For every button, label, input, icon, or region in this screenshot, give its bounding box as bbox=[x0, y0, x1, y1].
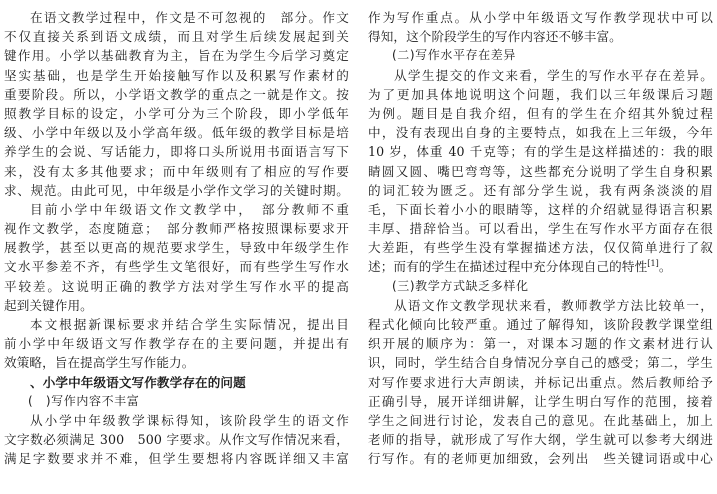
left-column-line bbox=[4, 219, 349, 238]
left-column-line bbox=[4, 8, 349, 27]
left-column-line bbox=[4, 296, 349, 315]
right-column-line-text: 识，同时，学生结合自身情况分享自己的感受；第二，学生 bbox=[368, 355, 713, 371]
left-column-line-text: 文水平参差不齐，有些学生文笔很好，而有些学生写作水 bbox=[4, 259, 349, 275]
right-column-line bbox=[368, 334, 713, 353]
right-column-line-text: 大差距，有些学生没有掌握描述方法，仅仅简单进行了叙 bbox=[368, 240, 713, 256]
right-column-line bbox=[368, 162, 713, 181]
right-column-line bbox=[368, 142, 713, 161]
left-column-line-text: 照教学目标的设定，小学可分为三个阶段，即小学低年 bbox=[4, 105, 349, 121]
right-column-line-text: 述；而有的学生在描述过程中充分体现自己的特性 bbox=[368, 259, 648, 275]
right-column-line bbox=[368, 296, 713, 315]
right-column-line-text: 10 岁，体重 40 千克等；有的学生是这样描述的：我的眼 bbox=[368, 144, 713, 160]
left-column-line bbox=[4, 392, 349, 411]
left-column-line bbox=[4, 411, 349, 430]
right-column-line bbox=[368, 315, 713, 334]
right-column-line bbox=[368, 181, 713, 200]
left-column-line bbox=[4, 200, 349, 219]
right-column-line bbox=[368, 46, 713, 65]
right-column-line bbox=[368, 353, 713, 372]
right-column-line-text: 从学生提交的作文来看，学生的写作水平存在差异。 bbox=[394, 67, 713, 83]
left-column-line-text: 前小学中年级语文写作教学存在的主要问题，并提出有 bbox=[4, 336, 349, 352]
left-column-line bbox=[4, 430, 349, 449]
left-column-line-text: 本文根据新课标要求并结合学生实际情况，提出目 bbox=[30, 317, 349, 332]
right-column-line bbox=[368, 27, 713, 46]
left-column-line bbox=[4, 27, 349, 46]
left-column-line bbox=[4, 334, 349, 353]
left-column-line bbox=[4, 257, 349, 276]
right-column-line bbox=[368, 219, 713, 238]
right-column-line-text: 毛，下面长着小小的眼睛等，这样的介绍就显得语言积累 bbox=[368, 201, 713, 217]
left-column-line bbox=[4, 181, 349, 200]
left-column-line-text: 从小学中年级教学课标得知，该阶段学生的语文作 bbox=[30, 412, 349, 428]
left-column-line-text: 文字数必须满足 300 500 字要求。从作文写作情况来看， bbox=[4, 432, 349, 448]
right-column-line bbox=[368, 430, 713, 449]
right-column-line-text: 从语文作文教学现状来看，教师教学方法比较单一， bbox=[394, 297, 713, 313]
left-column bbox=[4, 8, 349, 469]
right-column-line bbox=[368, 123, 713, 142]
left-column-line-text: 起到关键作用。 bbox=[4, 297, 93, 313]
right-column-line-text: 的词汇较为匮乏。还有部分学生说，我有两条淡淡的眉 bbox=[368, 182, 713, 198]
left-column-line bbox=[4, 66, 349, 85]
left-column-line-text: 重要阶段。所以，小学语文教学的重点之一就是作文。按 bbox=[4, 86, 349, 102]
right-column-line bbox=[368, 373, 713, 392]
left-column-line bbox=[4, 142, 349, 161]
right-column-line-text: 得知，这个阶段学生的写作内容还不够丰富。 bbox=[368, 29, 622, 45]
left-column-line-text: 求、规范。由此可见，中年级是小学作文学习的关键时期。 bbox=[4, 182, 349, 198]
left-column-line bbox=[4, 315, 349, 334]
left-column-line-text: 目前小学中年级语文作文教学中， 部分教师不重 bbox=[30, 201, 349, 217]
right-column-line bbox=[368, 104, 713, 123]
right-column-line-text: 对写作要求进行大声朗读，并标记出重点。然后教师给予 bbox=[368, 374, 713, 390]
right-column-line bbox=[368, 66, 713, 85]
left-column-line bbox=[4, 85, 349, 104]
right-column-line-text: 为了更加具体地说明这个问题，我们以三年级课后习题 bbox=[368, 86, 713, 102]
citation-marker: [1] bbox=[647, 259, 659, 269]
left-column-line bbox=[4, 373, 349, 392]
left-column-line-text: 级、小学中年级以及小学高年级。低年级的教学目标是培 bbox=[4, 125, 349, 141]
right-column-line-text: 学生之间进行讨论，发表自己的意见。在此基础上，加上 bbox=[368, 412, 713, 428]
right-column-line-text: 程式化倾向比较严重。通过了解得知，该阶段教学课堂组 bbox=[368, 317, 713, 332]
left-column-line bbox=[4, 123, 349, 142]
right-column-line bbox=[368, 449, 713, 468]
right-column-line bbox=[368, 200, 713, 219]
left-column-line-text: 不仅直接关系到语文成绩，而且对学生后续发展起到关 bbox=[4, 29, 349, 45]
right-column-line bbox=[368, 257, 713, 276]
left-column-line-text: 在语文教学过程中，作文是不可忽视的 部分。作文 bbox=[30, 10, 349, 25]
left-column-line-text: 养学生的会说、写话能力，即将口头所说用书面语言写下 bbox=[4, 144, 349, 160]
right-column-line-text: (三)教学方式缺乏多样化 bbox=[392, 278, 529, 293]
right-column-line-text: 中，没有表现出自身的主要特点，如我在上三年级，今年 bbox=[368, 125, 713, 141]
left-column-line-text: 视作文教学，态度随意； 部分教师严格按照课标要求开 bbox=[4, 221, 349, 237]
right-column-line-text: (二)写作水平存在差异 bbox=[392, 48, 516, 63]
left-column-line-text: 坚实基础，也是学生开始接触写作以及积累写作素材的 bbox=[4, 67, 349, 83]
right-column-line bbox=[368, 411, 713, 430]
right-column-line-text: 织开展的顺序为：第一，对课本习题的作文素材进行认 bbox=[368, 336, 713, 352]
right-column-line-text: 丰厚、措辞恰当。可以看出，学生在写作水平方面存在很 bbox=[368, 221, 713, 237]
left-column-line bbox=[4, 277, 349, 296]
left-column-line bbox=[4, 238, 349, 257]
left-column-line-text: 来，没有太多其他要求；而中年级则有了相应的写作要 bbox=[4, 163, 349, 179]
left-column-line bbox=[4, 162, 349, 181]
left-column-line bbox=[4, 353, 349, 372]
right-column-line bbox=[368, 85, 713, 104]
left-column-line bbox=[4, 46, 349, 65]
right-column-line-tail: 。 bbox=[658, 259, 672, 275]
left-column-line-text: 满足字数要求并不难，但学生要想将内容既详细又丰富 bbox=[4, 451, 349, 467]
left-column-line-text: 展教学，甚至以更高的规范要求学生，导致中年级学生作 bbox=[4, 240, 349, 256]
left-column-line-text: 平较差。这说明正确的教学方法对学生写作水平的提高 bbox=[4, 278, 349, 294]
right-column-line bbox=[368, 238, 713, 257]
right-column-line-text: 作为写作重点。从小学中年级语文写作教学现状中可以 bbox=[368, 10, 713, 25]
right-column-line-text: 睛圆又圆、嘴巴弯弯等，这些都充分说明了学生自身积累 bbox=[368, 163, 713, 179]
right-column-line-text: 正确引导，展开详细讲解，让学生明白写作的范围，接着 bbox=[368, 393, 713, 409]
right-column-line bbox=[368, 8, 713, 27]
left-column-line-text: 键作用。小学以基础教育为主，旨在为学生今后学习奠定 bbox=[4, 48, 349, 64]
right-column bbox=[368, 8, 713, 469]
left-column-line-text: 效策略，旨在提高学生写作能力。 bbox=[4, 355, 195, 371]
left-column-line bbox=[4, 104, 349, 123]
left-column-line-text: 、小学中年级语文写作教学存在的问题 bbox=[30, 374, 246, 390]
right-column-line-text: 为例。题目是自我介绍，但有的学生在介绍其外貌过程 bbox=[368, 105, 713, 121]
left-column-line-text: ( )写作内容不丰富 bbox=[28, 393, 140, 408]
right-column-line bbox=[368, 392, 713, 411]
left-column-line bbox=[4, 449, 349, 468]
right-column-line-text: 老师的指导，就形成了写作大纲，学生就可以参考大纲进 bbox=[368, 432, 713, 448]
right-column-line-text: 行写作。有的老师更加细致，会列出 些关键词语或中心 bbox=[368, 451, 713, 467]
right-column-line bbox=[368, 277, 713, 296]
